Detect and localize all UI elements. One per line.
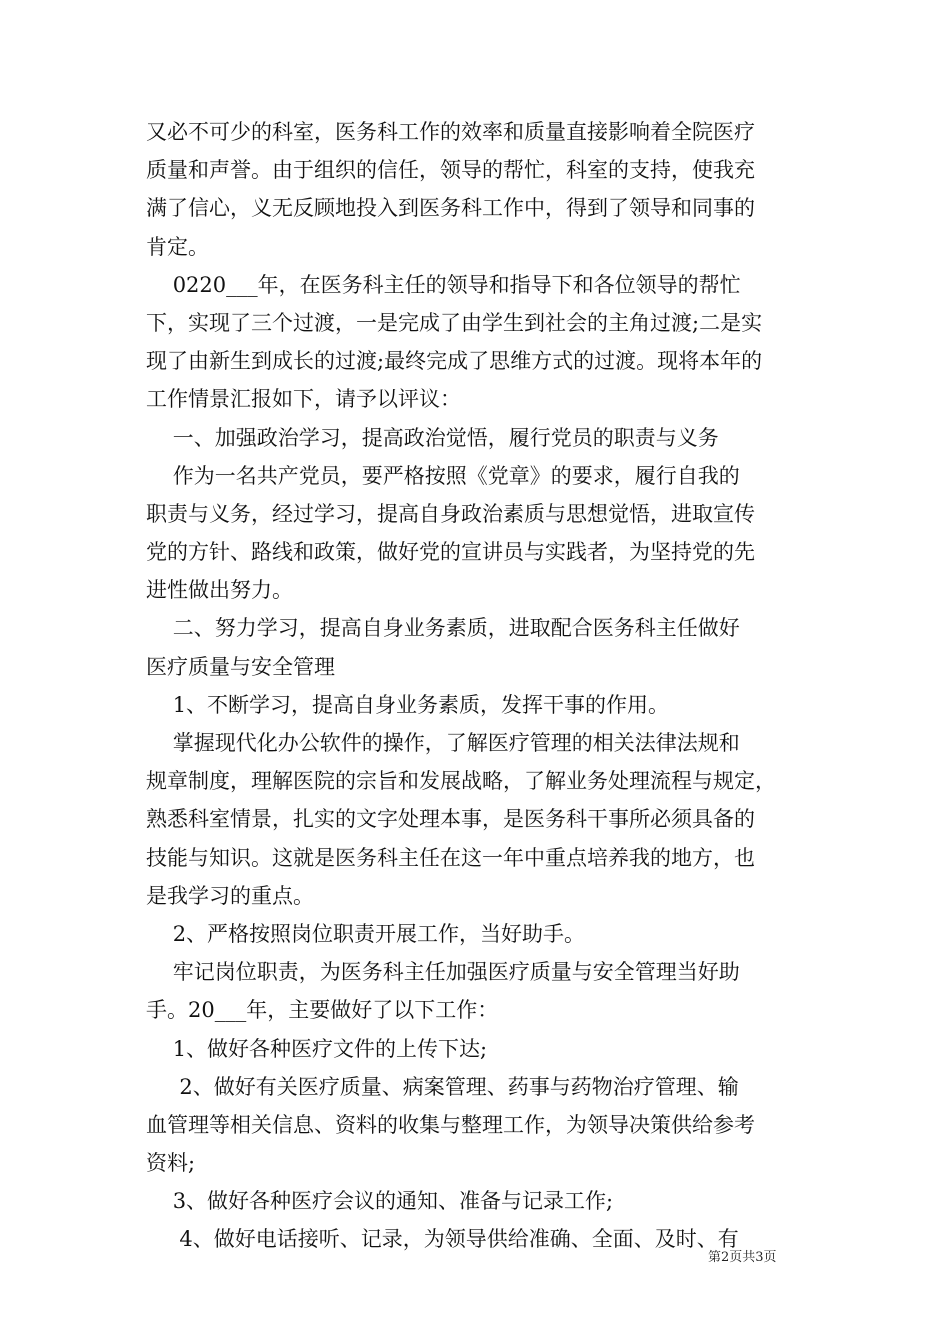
text-line: 牢记岗位职责，为医务科主任加强医疗质量与安全管理当好助 [146, 960, 740, 985]
section-heading: 一、加强政治学习，提高政治觉悟，履行党员的职责与义务 [146, 425, 719, 450]
text-line: 进性做出努力。 [146, 578, 293, 603]
page-number: 第2页共3页 [708, 1250, 777, 1265]
text-line: 医疗质量与安全管理 [146, 654, 335, 679]
text-line: 熟悉科室情景，扎实的文字处理本事，是医务科干事所必须具备的 [146, 807, 755, 832]
subsection-heading: 2、严格按照岗位职责开展工作，当好助手。 [146, 921, 586, 946]
text-line: 党的方针、路线和政策，做好党的宣讲员与实践者，为坚持党的先 [146, 540, 755, 565]
document-body [146, 113, 816, 1259]
text-line: 又必不可少的科室，医务科工作的效率和质量直接影响着全院医疗 [146, 120, 755, 144]
text-line: 0220___年，在医务科主任的领导和指导下和各位领导的帮忙 [146, 272, 741, 297]
text-line: 作为一名共产党员，要严格按照《党章》的要求，履行自我的 [146, 463, 740, 488]
list-item: 1、做好各种医疗文件的上传下达; [146, 1036, 488, 1061]
page-footer [0, 1248, 950, 1268]
list-item: 3、做好各种医疗会议的通知、准备与记录工作; [146, 1189, 614, 1214]
text-line: 职责与义务，经过学习，提高自身政治素质与思想觉悟，进取宣传 [146, 501, 755, 526]
text-line: 技能与知识。这就是医务科主任在这一年中重点培养我的地方，也 [146, 845, 755, 870]
text-line: 下，实现了三个过渡，一是完成了由学生到社会的主角过渡;二是实 [146, 310, 763, 335]
subsection-heading: 1、不断学习，提高自身业务素质，发挥干事的作用。 [146, 692, 670, 717]
list-item: 4、做好电话接听、记录，为领导供给准确、全面、及时、有 [146, 1227, 739, 1252]
text-line: 资料; [146, 1151, 196, 1176]
text-line: 手。20___年，主要做好了以下工作： [146, 998, 499, 1023]
text-line: 血管理等相关信息、资料的收集与整理工作，为领导决策供给参考 [146, 1112, 755, 1137]
text-line: 满了信心，义无反顾地投入到医务科工作中，得到了领导和同事的 [146, 196, 755, 221]
text-line: 肯定。 [146, 234, 209, 259]
text-line: 是我学习的重点。 [146, 883, 314, 908]
text-line: 掌握现代化办公软件的操作，了解医疗管理的相关法律法规和 [146, 731, 740, 755]
text-line: 工作情景汇报如下，请予以评议： [146, 387, 461, 412]
text-line: 现了由新生到成长的过渡;最终完成了思维方式的过渡。现将本年的 [146, 349, 763, 374]
section-heading: 二、努力学习，提高自身业务素质，进取配合医务科主任做好 [146, 616, 740, 641]
list-item: 2、做好有关医疗质量、病案管理、药事与药物治疗管理、输 [146, 1074, 739, 1099]
text-line: 质量和声誉。由于组织的信任，领导的帮忙，科室的支持，使我充 [146, 158, 755, 183]
text-line: 规章制度，理解医院的宗旨和发展战略，了解业务处理流程与规定， [146, 769, 776, 794]
